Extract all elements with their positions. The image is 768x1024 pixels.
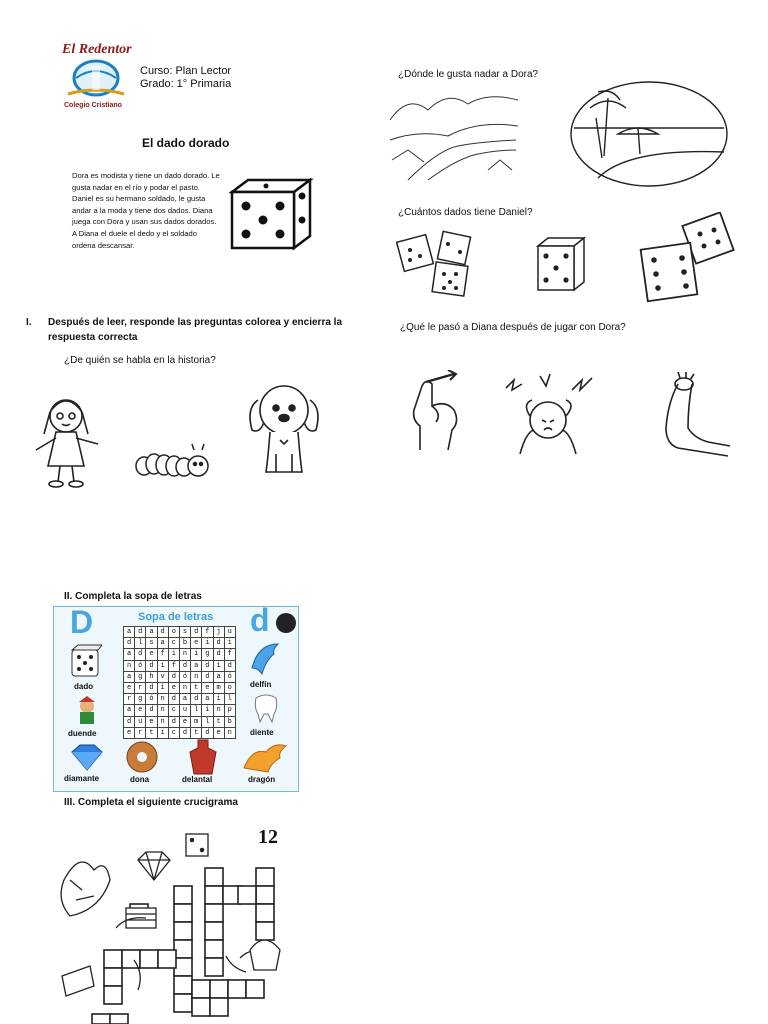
- grid-cell: e: [124, 727, 135, 738]
- hurt-foot-image: [648, 372, 742, 460]
- grid-row: [124, 627, 236, 638]
- grid-cell: i: [168, 649, 179, 660]
- school-name: El Redentor: [62, 42, 132, 57]
- grid-cell: a: [191, 660, 202, 671]
- grid-cell: t: [213, 716, 224, 727]
- grid-cell: i: [202, 638, 213, 649]
- grid-cell: d: [179, 660, 190, 671]
- word-diente: diente: [250, 728, 274, 737]
- grid-cell: e: [179, 716, 190, 727]
- grid-cell: d: [157, 627, 168, 638]
- brand-badge: [276, 613, 296, 633]
- word-dado: dado: [74, 682, 94, 691]
- grid-cell: ó: [224, 671, 235, 682]
- grid-row: [124, 682, 236, 693]
- grid-cell: l: [224, 694, 235, 705]
- grid-cell: d: [146, 682, 157, 693]
- question-3: ¿Cuántos dados tiene Daniel?: [398, 207, 533, 218]
- course-label: Curso: Plan Lector: [140, 65, 232, 77]
- dado-icon: [70, 644, 102, 678]
- grid-cell: d: [191, 694, 202, 705]
- girl-image: [26, 390, 108, 490]
- river-image: [388, 90, 520, 182]
- grid-cell: ó: [146, 694, 157, 705]
- grid-cell: u: [179, 705, 190, 716]
- story-text: Dora es modista y tiene un dado dorado. Le gusta nadar en el río y podar el pasto. Daniel es su hermano soldado, le gusta andar a la moda y tiene dos dados. Diana juega con Dora y usan sus dados dorados. A Diana el duele el dedo y el soldado ordena descansar.: [72, 171, 220, 250]
- grid-cell: a: [179, 694, 190, 705]
- dragon-icon: [240, 738, 290, 774]
- grid-cell: n: [179, 649, 190, 660]
- grid-cell: i: [202, 705, 213, 716]
- grid-cell: i: [213, 660, 224, 671]
- grid-cell: í: [157, 727, 168, 738]
- grid-row: [124, 705, 236, 716]
- grid-row: [124, 694, 236, 705]
- word-dragon: dragón: [248, 775, 276, 784]
- grid-cell: r: [124, 694, 135, 705]
- section3-heading: III. Completa el siguiente crucigrama: [64, 797, 238, 808]
- grid-cell: n: [213, 705, 224, 716]
- grid-cell: c: [168, 705, 179, 716]
- grid-cell: n: [157, 705, 168, 716]
- caterpillar-image: [132, 440, 212, 480]
- grid-cell: s: [146, 638, 157, 649]
- grid-cell: ó: [135, 660, 146, 671]
- grid-cell: p: [224, 705, 235, 716]
- grid-row: [124, 671, 236, 682]
- grid-cell: n: [157, 694, 168, 705]
- grid-cell: l: [135, 638, 146, 649]
- dog-image: [244, 378, 324, 478]
- grid-cell: d: [168, 694, 179, 705]
- grid-cell: g: [135, 671, 146, 682]
- grid-cell: d: [213, 649, 224, 660]
- grid-cell: e: [191, 638, 202, 649]
- grid-cell: d: [135, 627, 146, 638]
- three-dice-image: [396, 228, 486, 302]
- section2-heading: II. Completa la sopa de letras: [64, 591, 202, 602]
- grid-cell: f: [157, 649, 168, 660]
- grid-cell: l: [191, 705, 202, 716]
- grid-cell: n: [191, 671, 202, 682]
- grid-row: [124, 716, 236, 727]
- grid-cell: u: [224, 627, 235, 638]
- grid-cell: e: [124, 682, 135, 693]
- grid-cell: g: [202, 649, 213, 660]
- word-delfin: delfín: [250, 680, 272, 689]
- word-search-title: Sopa de letras: [138, 611, 214, 623]
- question-2: ¿Dónde le gusta nadar a Dora?: [398, 69, 539, 80]
- grid-cell: a: [124, 671, 135, 682]
- grid-cell: e: [146, 649, 157, 660]
- grid-cell: c: [168, 638, 179, 649]
- grid-cell: e: [135, 705, 146, 716]
- grid-cell: o: [168, 627, 179, 638]
- section1-heading-line2: respuesta correcta: [48, 332, 138, 343]
- grid-cell: g: [135, 694, 146, 705]
- single-die-image: [534, 234, 588, 294]
- grid-cell: n: [179, 682, 190, 693]
- grid-cell: t: [146, 727, 157, 738]
- grid-cell: a: [146, 627, 157, 638]
- grid-cell: d: [202, 671, 213, 682]
- grid-cell: i: [213, 694, 224, 705]
- grid-cell: d: [191, 627, 202, 638]
- grid-row: [124, 727, 236, 738]
- grid-cell: a: [157, 638, 168, 649]
- grid-cell: d: [146, 705, 157, 716]
- grid-cell: b: [179, 638, 190, 649]
- grade-label: Grado: 1° Primaria: [140, 78, 232, 90]
- beach-image: [568, 78, 730, 190]
- grid-cell: a: [124, 705, 135, 716]
- grid-cell: d: [213, 638, 224, 649]
- grid-cell: d: [146, 660, 157, 671]
- delantal-icon: [188, 738, 218, 776]
- grid-cell: j: [213, 627, 224, 638]
- word-dona: dona: [130, 775, 150, 784]
- grid-cell: e: [168, 682, 179, 693]
- word-duende: duende: [68, 729, 97, 738]
- grid-cell: m: [191, 716, 202, 727]
- grid-cell: c: [168, 727, 179, 738]
- word-diamante: diamante: [64, 774, 100, 783]
- grid-cell: ó: [179, 671, 190, 682]
- grid-cell: a: [202, 694, 213, 705]
- diente-icon: [252, 692, 280, 724]
- big-letter-upper: D: [70, 604, 94, 640]
- grid-cell: m: [213, 682, 224, 693]
- headache-image: [500, 370, 602, 456]
- grid-cell: e: [202, 682, 213, 693]
- grid-cell: f: [224, 649, 235, 660]
- grid-cell: u: [135, 716, 146, 727]
- grid-cell: r: [135, 727, 146, 738]
- grid-cell: v: [157, 671, 168, 682]
- grid-cell: d: [135, 649, 146, 660]
- word-delantal: delantal: [182, 775, 213, 784]
- grid-cell: s: [179, 627, 190, 638]
- grid-cell: b: [224, 716, 235, 727]
- question-1: ¿De quién se habla en la historia?: [64, 355, 216, 366]
- grid-cell: d: [179, 727, 190, 738]
- grid-cell: e: [146, 716, 157, 727]
- story-title: El dado dorado: [142, 136, 230, 150]
- grid-cell: d: [168, 716, 179, 727]
- school-logo: [66, 56, 126, 102]
- letter-grid: [123, 626, 236, 739]
- delfin-icon: [248, 638, 282, 678]
- crossword-number: 12: [258, 826, 278, 848]
- dice-image: [226, 176, 316, 252]
- grid-cell: d: [202, 660, 213, 671]
- grid-cell: a: [124, 627, 135, 638]
- grid-cell: d: [202, 727, 213, 738]
- grid-cell: í: [157, 660, 168, 671]
- grid-cell: d: [168, 671, 179, 682]
- grid-cell: e: [213, 727, 224, 738]
- grid-cell: d: [124, 638, 135, 649]
- grid-cell: i: [191, 649, 202, 660]
- question-4: ¿Qué le pasó a Diana después de jugar con Dora?: [400, 322, 626, 333]
- diamante-icon: [66, 744, 108, 772]
- grid-cell: h: [146, 671, 157, 682]
- grid-cell: d: [224, 660, 235, 671]
- grid-cell: n: [124, 660, 135, 671]
- grid-cell: i: [157, 682, 168, 693]
- finger-image: [402, 370, 468, 454]
- grid-cell: l: [202, 716, 213, 727]
- grid-cell: t: [191, 727, 202, 738]
- big-letter-lower: d: [250, 602, 270, 638]
- grid-cell: o: [224, 682, 235, 693]
- grid-cell: t: [191, 682, 202, 693]
- crossword-puzzle: [50, 820, 290, 1024]
- grid-cell: n: [157, 716, 168, 727]
- section1-heading-line1: Después de leer, responde las preguntas colorea y encierra la: [48, 317, 343, 328]
- grid-cell: a: [213, 671, 224, 682]
- grid-cell: d: [124, 716, 135, 727]
- two-dice-image: [638, 212, 746, 306]
- grid-cell: f: [202, 627, 213, 638]
- grid-cell: a: [124, 649, 135, 660]
- grid-row: [124, 649, 236, 660]
- grid-cell: n: [224, 727, 235, 738]
- grid-row: [124, 660, 236, 671]
- duende-icon: [74, 696, 100, 726]
- grid-cell: r: [135, 682, 146, 693]
- grid-cell: i: [224, 638, 235, 649]
- course-info: [140, 65, 231, 91]
- school-subtitle: Colegio Cristiano: [64, 102, 122, 109]
- dona-icon: [124, 740, 160, 774]
- grid-cell: f: [168, 660, 179, 671]
- grid-row: [124, 638, 236, 649]
- section1-number: I.: [26, 317, 32, 328]
